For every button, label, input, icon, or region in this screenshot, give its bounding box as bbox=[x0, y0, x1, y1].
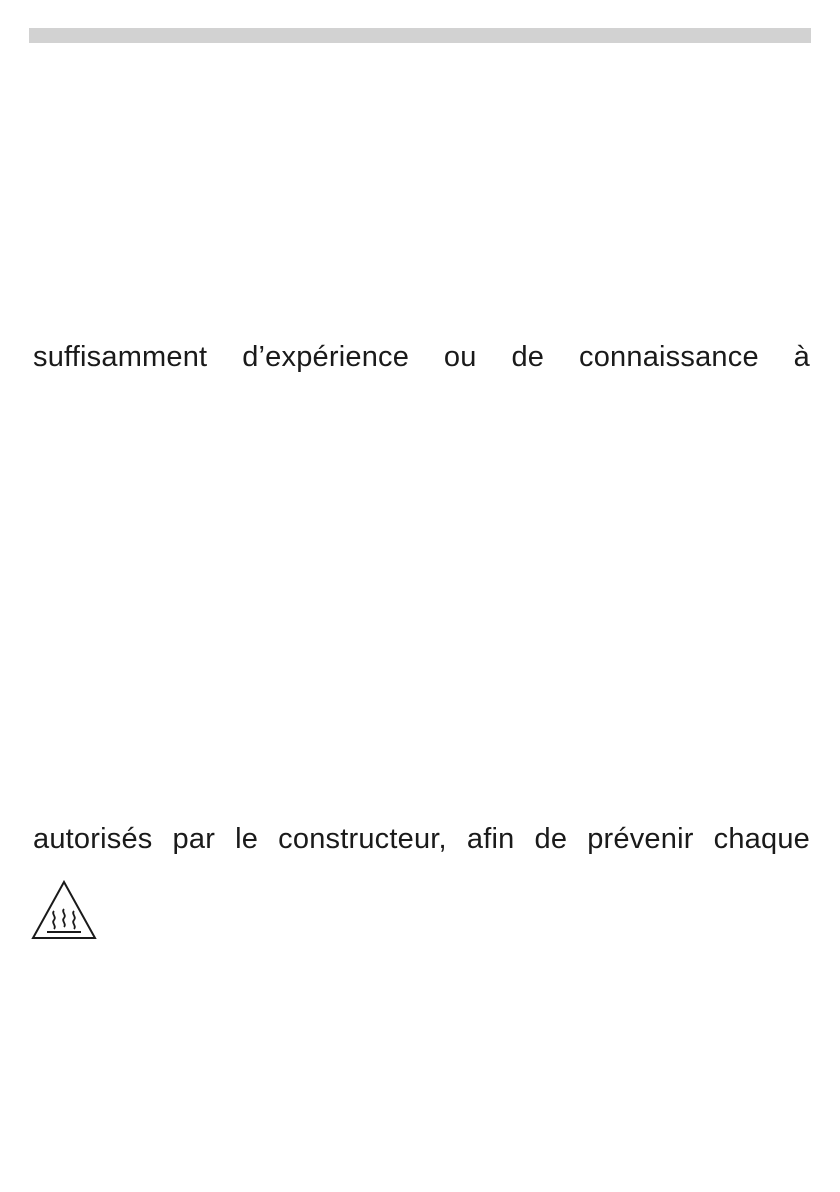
text-line-2: autorisés par le constructeur, afin de prévenir chaque bbox=[33, 823, 810, 855]
header-bar bbox=[29, 28, 811, 43]
text-line-1: suffisamment d’expérience ou de connaissance à bbox=[33, 341, 810, 373]
hot-surface-warning-icon bbox=[30, 879, 98, 941]
